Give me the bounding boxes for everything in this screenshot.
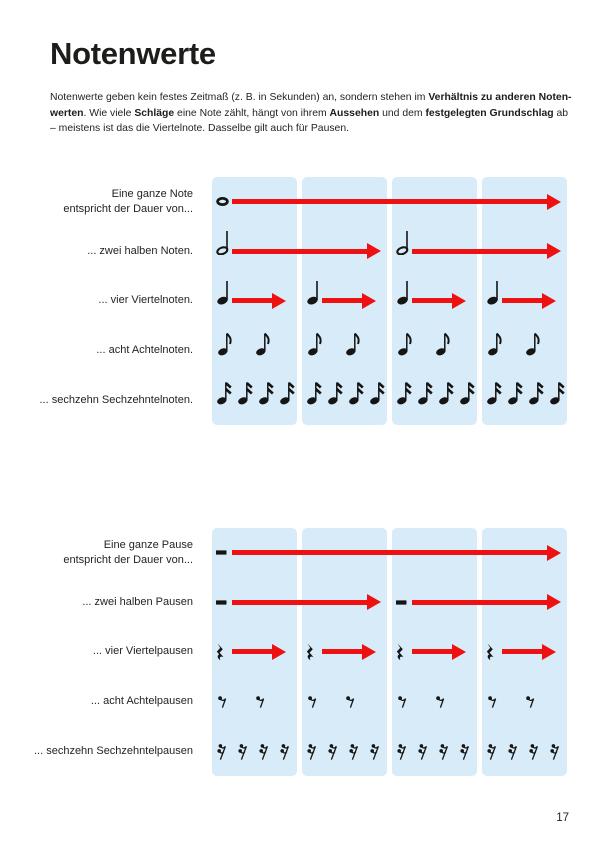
row-cells xyxy=(212,227,567,277)
half-rest-icon xyxy=(396,600,407,605)
row-cells xyxy=(212,578,567,628)
duration-arrow xyxy=(232,594,381,610)
sixteenth-rest-icon xyxy=(217,743,227,760)
arrow-head-icon xyxy=(547,545,561,561)
row-label-line: ... acht Achtelpausen xyxy=(90,695,193,708)
arrow-shaft xyxy=(232,249,368,254)
arrow-head-icon xyxy=(362,644,376,660)
duration-row xyxy=(50,326,567,376)
arrow-shaft xyxy=(412,600,548,605)
row-label-line: Eine ganze Note xyxy=(111,187,193,200)
quarter-rest-icon xyxy=(486,643,495,661)
sixteenth-note-icon xyxy=(460,381,476,405)
arrow-head-icon xyxy=(542,293,556,309)
page-number: 17 xyxy=(556,812,569,824)
whole-note-icon xyxy=(216,197,229,206)
row-label-line: ... sechzehn Sechzehntelnoten. xyxy=(39,393,193,406)
intro-text-segment: ab xyxy=(553,107,569,119)
arrow-head-icon xyxy=(272,293,286,309)
row-label xyxy=(50,677,193,727)
row-cells xyxy=(212,726,567,776)
row-label-line: ... zwei halben Noten. xyxy=(87,244,193,257)
arrow-shaft xyxy=(412,298,453,303)
sixteenth-note-icon xyxy=(508,381,524,405)
sixteenth-note-icon xyxy=(307,381,323,405)
row-cells xyxy=(212,177,567,227)
row-label xyxy=(50,177,193,227)
sixteenth-note-icon xyxy=(259,381,275,405)
sixteenth-rest-icon xyxy=(259,743,269,760)
arrow-head-icon xyxy=(547,194,561,210)
quarter-rest-icon xyxy=(216,643,225,661)
sixteenth-rest-icon xyxy=(508,743,518,760)
row-cells xyxy=(212,326,567,376)
duration-arrow xyxy=(232,644,286,660)
duration-row xyxy=(50,677,567,727)
row-label xyxy=(50,528,193,578)
sixteenth-rest-icon xyxy=(418,743,428,760)
row-label xyxy=(50,227,193,277)
sixteenth-note-icon xyxy=(418,381,434,405)
sixteenth-note-icon xyxy=(217,381,233,405)
quarter-note-icon xyxy=(306,280,320,305)
eighth-rest-icon xyxy=(218,695,227,708)
sixteenth-rest-icon xyxy=(307,743,317,760)
intro-text-segment: und dem xyxy=(379,107,426,119)
duration-arrow xyxy=(412,243,561,259)
arrow-head-icon xyxy=(452,644,466,660)
sixteenth-note-icon xyxy=(370,381,386,405)
eighth-note-icon xyxy=(526,332,542,356)
arrow-head-icon xyxy=(362,293,376,309)
quarter-rest-icon xyxy=(306,643,315,661)
quarter-rest-icon xyxy=(396,643,405,661)
sixteenth-rest-icon xyxy=(529,743,539,760)
intro-text-segment: eine Note zählt, hängt von ihrem xyxy=(174,107,330,119)
sixteenth-note-icon xyxy=(487,381,503,405)
arrow-head-icon xyxy=(452,293,466,309)
sixteenth-note-icon xyxy=(550,381,566,405)
sixteenth-rest-icon xyxy=(460,743,470,760)
intro-text-segment: . Wie viele xyxy=(83,107,135,119)
row-cells xyxy=(212,375,567,425)
intro-text-segment: Schläge xyxy=(134,107,175,119)
arrow-shaft xyxy=(502,298,543,303)
intro-text-segment: Verhältnis zu anderen Noten- xyxy=(428,92,572,103)
sixteenth-note-icon xyxy=(349,381,365,405)
page-title: Notenwerte xyxy=(50,36,216,71)
intro-paragraph xyxy=(50,90,574,137)
duration-row xyxy=(50,276,567,326)
arrow-head-icon xyxy=(367,243,381,259)
eighth-note-icon xyxy=(488,332,504,356)
duration-row xyxy=(50,227,567,277)
duration-row xyxy=(33,726,567,776)
intro-text-segment: Notenwerte geben kein festes Zeitmaß (z. B. in Sekunden) an, sondern stehen im xyxy=(50,92,429,103)
intro-text-segment: Aussehen xyxy=(329,107,380,119)
duration-arrow xyxy=(322,293,376,309)
arrow-shaft xyxy=(502,649,543,654)
arrow-shaft xyxy=(322,649,363,654)
duration-row xyxy=(50,177,567,227)
intro-text-segment: festgelegten Grundschlag xyxy=(425,107,554,119)
sixteenth-rest-icon xyxy=(487,743,497,760)
sixteenth-note-icon xyxy=(529,381,545,405)
sixteenth-rest-icon xyxy=(550,743,560,760)
arrow-shaft xyxy=(232,550,548,555)
sixteenth-rest-icon xyxy=(370,743,380,760)
arrow-head-icon xyxy=(367,594,381,610)
quarter-note-icon xyxy=(216,280,230,305)
duration-arrow xyxy=(232,293,286,309)
arrow-shaft xyxy=(232,199,548,204)
row-label xyxy=(50,578,193,628)
sixteenth-rest-icon xyxy=(238,743,248,760)
eighth-note-icon xyxy=(218,332,234,356)
eighth-note-icon xyxy=(256,332,272,356)
row-label xyxy=(50,326,193,376)
whole-rest-icon xyxy=(216,550,227,555)
row-cells xyxy=(212,276,567,326)
row-label xyxy=(33,726,193,776)
eighth-note-icon xyxy=(436,332,452,356)
row-cells xyxy=(212,627,567,677)
sixteenth-note-icon xyxy=(280,381,296,405)
arrow-shaft xyxy=(232,298,273,303)
row-label xyxy=(39,375,193,425)
duration-arrow xyxy=(502,644,556,660)
eighth-rest-icon xyxy=(526,695,535,708)
arrow-shaft xyxy=(412,649,453,654)
note-durations-diagram xyxy=(39,177,567,425)
sixteenth-note-icon xyxy=(397,381,413,405)
eighth-note-icon xyxy=(308,332,324,356)
row-label-line: ... sechzehn Sechzehntelpausen xyxy=(33,744,193,757)
intro-text-segment: – meistens ist das die Viertelnote. Dasselbe gilt auch für Pausen. xyxy=(50,123,349,134)
duration-arrow xyxy=(412,293,466,309)
rest-durations-diagram xyxy=(33,528,567,776)
sixteenth-rest-icon xyxy=(349,743,359,760)
eighth-note-icon xyxy=(346,332,362,356)
row-label xyxy=(50,276,193,326)
quarter-note-icon xyxy=(396,280,410,305)
duration-arrow xyxy=(502,293,556,309)
half-note-icon xyxy=(216,230,230,255)
arrow-shaft xyxy=(322,298,363,303)
row-label xyxy=(50,627,193,677)
duration-arrow xyxy=(232,545,561,561)
sixteenth-rest-icon xyxy=(328,743,338,760)
eighth-rest-icon xyxy=(308,695,317,708)
sixteenth-note-icon xyxy=(238,381,254,405)
half-note-icon xyxy=(396,230,410,255)
duration-arrow xyxy=(412,644,466,660)
arrow-head-icon xyxy=(272,644,286,660)
duration-row xyxy=(50,528,567,578)
row-label-line: entspricht der Dauer von... xyxy=(63,202,193,215)
sixteenth-rest-icon xyxy=(439,743,449,760)
arrow-shaft xyxy=(232,600,368,605)
quarter-note-icon xyxy=(486,280,500,305)
sixteenth-note-icon xyxy=(328,381,344,405)
row-label-line: Eine ganze Pause xyxy=(103,538,193,551)
sixteenth-rest-icon xyxy=(280,743,290,760)
eighth-rest-icon xyxy=(436,695,445,708)
arrow-shaft xyxy=(232,649,273,654)
duration-row xyxy=(50,627,567,677)
arrow-head-icon xyxy=(547,594,561,610)
duration-arrow xyxy=(232,194,561,210)
row-label-line: ... vier Viertelpausen xyxy=(92,645,193,658)
row-label-line: ... acht Achtelnoten. xyxy=(96,344,193,357)
row-cells xyxy=(212,677,567,727)
eighth-rest-icon xyxy=(398,695,407,708)
duration-arrow xyxy=(412,594,561,610)
half-rest-icon xyxy=(216,600,227,605)
eighth-rest-icon xyxy=(256,695,265,708)
arrow-head-icon xyxy=(542,644,556,660)
duration-row xyxy=(39,375,567,425)
duration-row xyxy=(50,578,567,628)
eighth-rest-icon xyxy=(488,695,497,708)
row-label-line: ... zwei halben Pausen xyxy=(82,595,193,608)
duration-arrow xyxy=(322,644,376,660)
arrow-head-icon xyxy=(547,243,561,259)
eighth-note-icon xyxy=(398,332,414,356)
row-label-line: ... vier Viertelnoten. xyxy=(98,294,193,307)
duration-arrow xyxy=(232,243,381,259)
intro-text-segment: werten xyxy=(50,107,84,119)
row-label-line: entspricht der Dauer von... xyxy=(63,553,193,566)
row-cells xyxy=(212,528,567,578)
sixteenth-note-icon xyxy=(439,381,455,405)
eighth-rest-icon xyxy=(346,695,355,708)
arrow-shaft xyxy=(412,249,548,254)
sixteenth-rest-icon xyxy=(397,743,407,760)
